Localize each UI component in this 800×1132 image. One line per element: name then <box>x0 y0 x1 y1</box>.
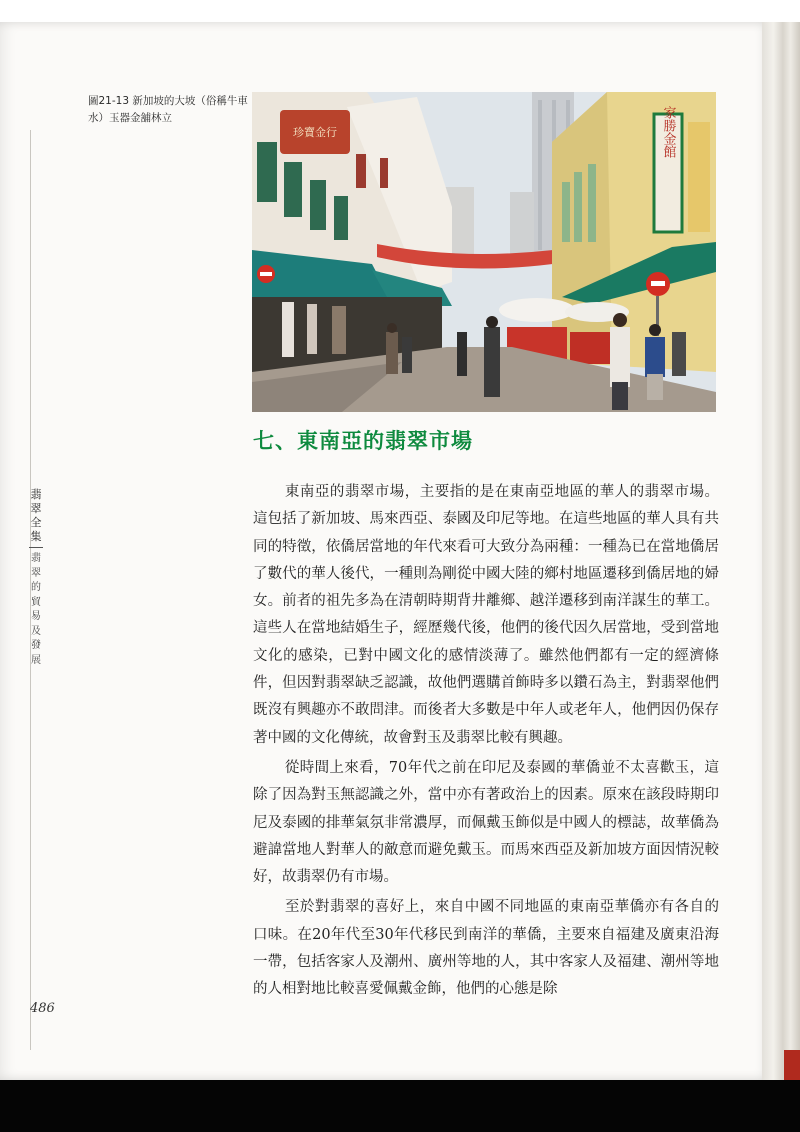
book-cover-edge <box>784 1050 800 1080</box>
right-shop-sign: 家勝金館 <box>660 106 676 158</box>
street-photo <box>252 92 716 412</box>
page-edge-shadow <box>762 22 800 1080</box>
scan-bottom-margin <box>0 1080 800 1132</box>
body-text <box>253 479 719 1007</box>
section-title: 七、東南亞的翡翠市場 <box>253 429 473 453</box>
scan-top-margin <box>0 0 800 22</box>
divider <box>29 547 43 548</box>
paragraph: 至於對翡翠的喜好上，來自中國不同地區的東南亞華僑亦有各自的口味。在20年代至30年代移民到南洋的華僑，主要來自福建及廣東沿海一帶，包括客家人及潮州、廣州等地的人，其中客家人及福建、潮州等地的人相對地比較喜愛佩戴金飾，他們的心態是除 <box>253 899 719 998</box>
running-header-vertical <box>29 488 43 667</box>
left-shop-sign: 珍寶金行 <box>293 126 337 139</box>
street-scene-illustration <box>252 92 716 412</box>
figure-caption: 圖21-13 新加坡的大坡（俗稱牛車水）玉器金舖林立 <box>88 95 248 124</box>
chapter-title: 翡翠的貿易及發展 <box>31 553 41 666</box>
paragraph: 從時間上來看，70年代之前在印尼及泰國的華僑並不太喜歡玉，這除了因為對玉無認識之外，當中亦有著政治上的因素。原來在該段時期印尼及泰國的排華氣氛非常濃厚，而佩戴玉飾似是中國人的標誌，故華僑為避諱當地人對華人的敵意而避免戴玉。而馬來西亞及新加坡方面因情況較好，故翡翠仍有市場。 <box>253 759 719 886</box>
paragraph: 東南亞的翡翠市場，主要指的是在東南亞地區的華人的翡翠市場。這包括了新加坡、馬來西亞、泰國及印尼等地。在這些地區的華人具有共同的特徵，依僑居當地的年代來看可大致分為兩種：一種為已在當地僑居了數代的華人後代，一種則為剛從中國大陸的鄉村地區遷移到僑居地的婦女。前者的祖先多為在清朝時期背井離鄉、越洋遷移到南洋謀生的華工。這些人在當地結婚生子，經歷幾代後，他們的後代因久居當地，受到當地文化的感染，已對中國文化的感情淡薄了。雖然他們都有一定的經濟條件，但因對翡翠缺乏認識，故他們選購首飾時多以鑽石為主，對翡翠他們既沒有興趣亦不敢問津。而後者大多數是中年人或老年人，他們因仍保存著中國的文化傳統，故會對玉及翡翠比較有興趣。 <box>253 484 719 746</box>
page-number: 486 <box>30 1001 55 1016</box>
book-title: 翡翠全集 <box>30 488 42 543</box>
